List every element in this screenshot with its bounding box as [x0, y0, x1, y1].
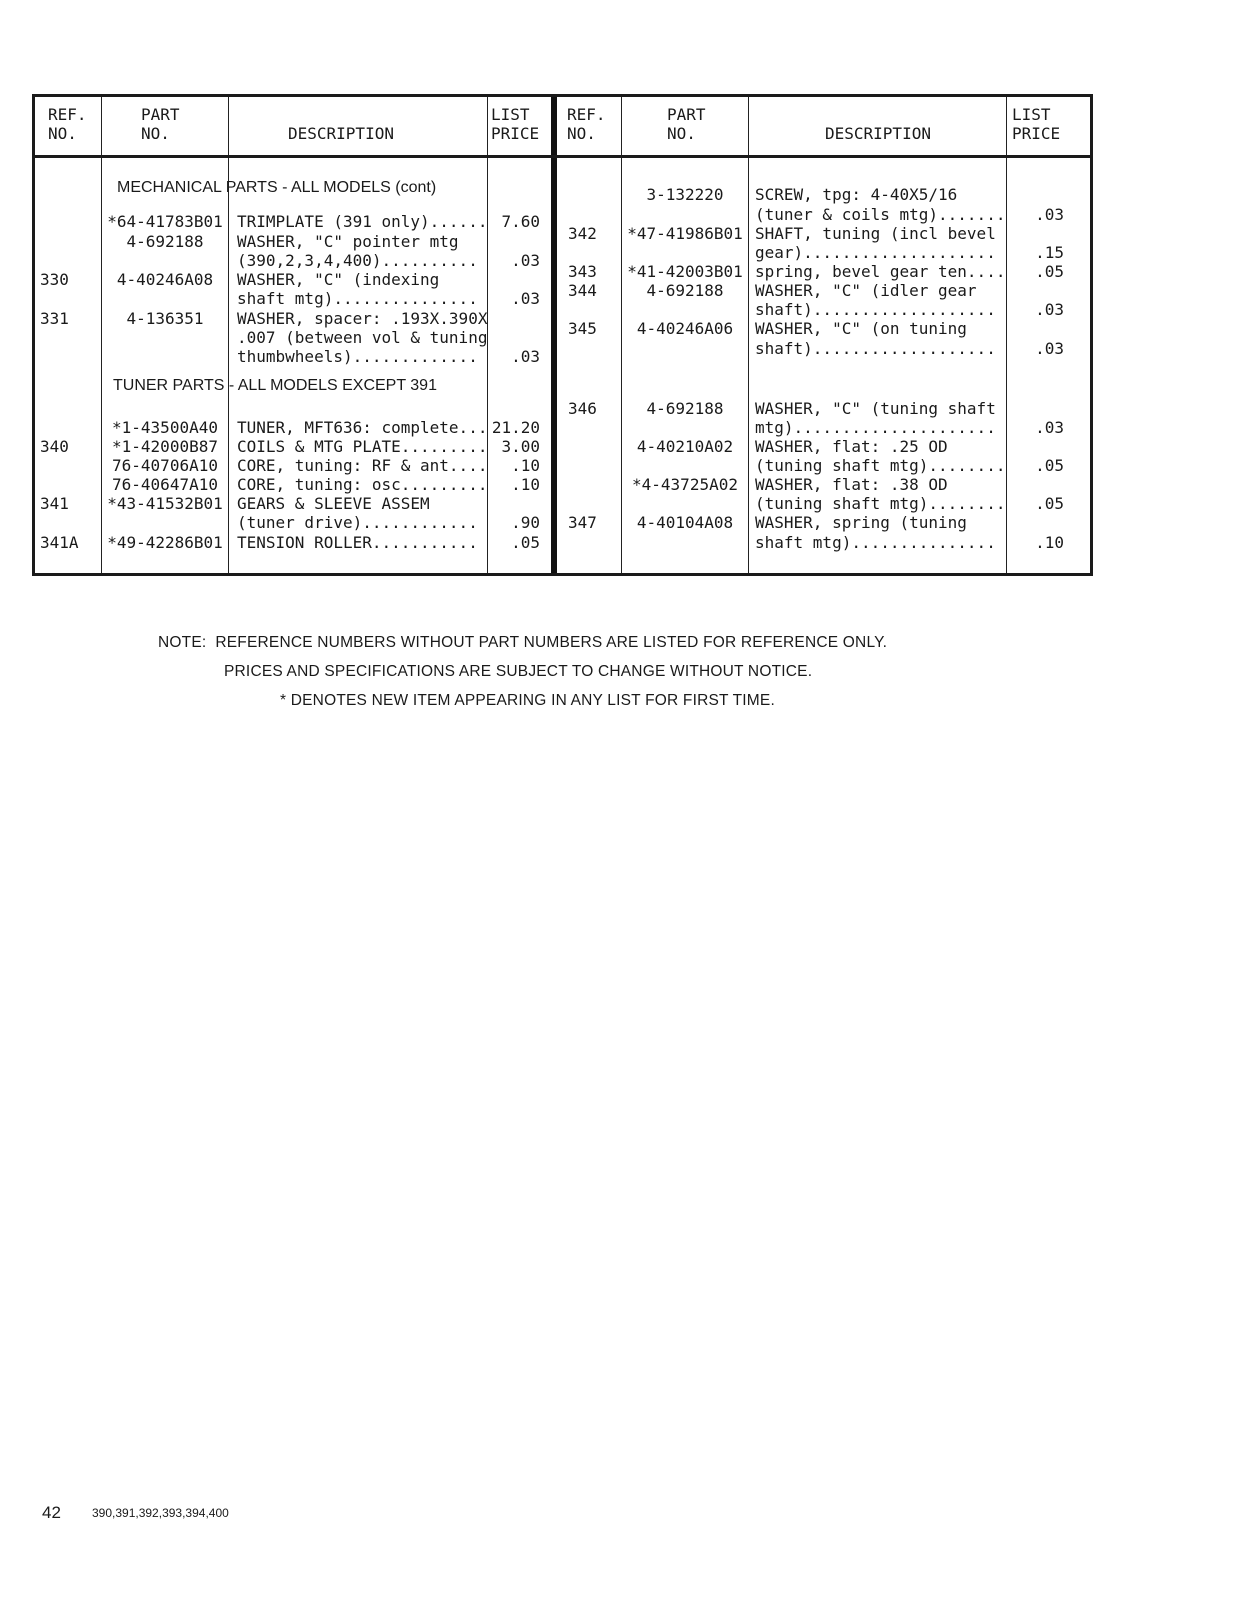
ref-number: 330 [40, 270, 69, 289]
header-part-no-right: PART NO. [667, 105, 706, 143]
description-text: SHAFT, tuning (incl bevel [755, 224, 996, 243]
part-number: 3-132220 [646, 185, 724, 204]
ref-number: 347 [568, 513, 597, 532]
list-price: 21.20 [491, 418, 540, 437]
part-number: 4-136351 [126, 309, 204, 328]
ref-number: 344 [568, 281, 597, 300]
part-number: *47-41986B01 [627, 224, 743, 243]
part-number: 4-692188 [646, 399, 724, 418]
part-number: *41-42003B01 [627, 262, 743, 281]
description-text: WASHER, flat: .38 OD [755, 475, 948, 494]
description-text: GEARS & SLEEVE ASSEM [237, 494, 430, 513]
part-number: *49-42286B01 [107, 533, 223, 552]
column-divider [748, 97, 749, 573]
header-separator [35, 155, 1090, 158]
part-number: 76-40706A10 [112, 456, 218, 475]
description-text: thumbwheels)............. [237, 347, 478, 366]
ref-number: 331 [40, 309, 69, 328]
description-text: CORE, tuning: osc......... [237, 475, 488, 494]
list-price: .03 [511, 251, 540, 270]
list-price: .10 [511, 456, 540, 475]
section-title-tuner: TUNER PARTS - ALL MODELS EXCEPT 391 [113, 377, 437, 394]
note-line-1: NOTE: REFERENCE NUMBERS WITHOUT PART NUMBERS ARE LISTED FOR REFERENCE ONLY. [158, 634, 888, 651]
description-text: shaft mtg)............... [755, 533, 996, 552]
part-number: 4-692188 [646, 281, 724, 300]
part-number: *43-41532B01 [107, 494, 223, 513]
part-number: 4-40210A02 [636, 437, 734, 456]
description-text: WASHER, "C" (tuning shaft [755, 399, 996, 418]
ref-number: 341 [40, 494, 69, 513]
description-text: WASHER, "C" pointer mtg [237, 232, 459, 251]
note-line-2: PRICES AND SPECIFICATIONS ARE SUBJECT TO CHANGE WITHOUT NOTICE. [224, 663, 813, 680]
description-text: WASHER, "C" (idler gear [755, 281, 977, 300]
header-ref-no-left: REF. NO. [48, 105, 87, 143]
part-number: 4-692188 [126, 232, 204, 251]
header-ref-no-right: REF. NO. [567, 105, 606, 143]
description-text: WASHER, spacer: .193X.390X [237, 309, 488, 328]
ref-number: 346 [568, 399, 597, 418]
description-text: shaft mtg)............... [237, 289, 478, 308]
list-price: .05 [511, 533, 540, 552]
description-text: gear).................... [755, 243, 996, 262]
header-description-right: DESCRIPTION [825, 124, 931, 143]
list-price: .10 [511, 475, 540, 494]
description-text: (390,2,3,4,400).......... [237, 251, 478, 270]
description-text: WASHER, spring (tuning [755, 513, 967, 532]
ref-number: 342 [568, 224, 597, 243]
description-text: (tuning shaft mtg)........ [755, 494, 1006, 513]
header-part-no-left: PART NO. [141, 105, 180, 143]
description-text: .007 (between vol & tuning [237, 328, 488, 347]
header-list-price-right: LIST PRICE [1012, 105, 1061, 143]
description-text: (tuner & coils mtg)....... [755, 205, 1006, 224]
list-price: .03 [1035, 205, 1064, 224]
description-text: CORE, tuning: RF & ant.... [237, 456, 488, 475]
description-text: WASHER, "C" (on tuning [755, 319, 967, 338]
ref-number: 345 [568, 319, 597, 338]
list-price: .05 [1035, 494, 1064, 513]
description-text: WASHER, flat: .25 OD [755, 437, 948, 456]
part-number: 4-40246A06 [636, 319, 734, 338]
parts-list-table [32, 94, 1093, 576]
description-text: spring, bevel gear ten.... [755, 262, 1006, 281]
description-text: SCREW, tpg: 4-40X5/16 [755, 185, 958, 204]
description-text: shaft)................... [755, 300, 996, 319]
description-text: TENSION ROLLER........... [237, 533, 478, 552]
ref-number: 343 [568, 262, 597, 281]
description-text: TUNER, MFT636: complete... [237, 418, 488, 437]
list-price: .03 [1035, 418, 1064, 437]
description-text: COILS & MTG PLATE......... [237, 437, 488, 456]
part-number: *1-43500A40 [112, 418, 218, 437]
column-divider [1006, 97, 1007, 573]
header-list-price-left: LIST PRICE [491, 105, 540, 143]
description-text: (tuning shaft mtg)........ [755, 456, 1006, 475]
ref-number: 340 [40, 437, 69, 456]
column-divider [228, 97, 229, 573]
list-price: .05 [1035, 456, 1064, 475]
list-price: .15 [1035, 243, 1064, 262]
list-price: .03 [511, 289, 540, 308]
part-number: 76-40647A10 [112, 475, 218, 494]
ref-number: 341A [40, 533, 79, 552]
list-price: .90 [511, 513, 540, 532]
list-price: .03 [511, 347, 540, 366]
description-text: mtg)..................... [755, 418, 996, 437]
description-text: TRIMPLATE (391 only)...... [237, 212, 488, 231]
part-number: *1-42000B87 [112, 437, 218, 456]
column-divider [101, 97, 102, 573]
column-divider [621, 97, 622, 573]
note-line-3: * DENOTES NEW ITEM APPEARING IN ANY LIST FOR FIRST TIME. [280, 692, 775, 709]
header-description-left: DESCRIPTION [288, 124, 394, 143]
part-number: *4-43725A02 [632, 475, 738, 494]
section-title-mechanical: MECHANICAL PARTS - ALL MODELS (cont) [117, 179, 437, 196]
list-price: .05 [1035, 262, 1064, 281]
center-divider [551, 97, 557, 573]
part-number: *64-41783B01 [107, 212, 223, 231]
description-text: WASHER, "C" (indexing [237, 270, 440, 289]
page-number: 42 [42, 1503, 61, 1522]
list-price: .10 [1035, 533, 1064, 552]
list-price: 3.00 [501, 437, 540, 456]
list-price: .03 [1035, 339, 1064, 358]
part-number: 4-40246A08 [116, 270, 214, 289]
list-price: 7.60 [501, 212, 540, 231]
description-text: shaft)................... [755, 339, 996, 358]
description-text: (tuner drive)............ [237, 513, 478, 532]
list-price: .03 [1035, 300, 1064, 319]
part-number: 4-40104A08 [636, 513, 734, 532]
footer-models: 390,391,392,393,394,400 [92, 1506, 229, 1520]
